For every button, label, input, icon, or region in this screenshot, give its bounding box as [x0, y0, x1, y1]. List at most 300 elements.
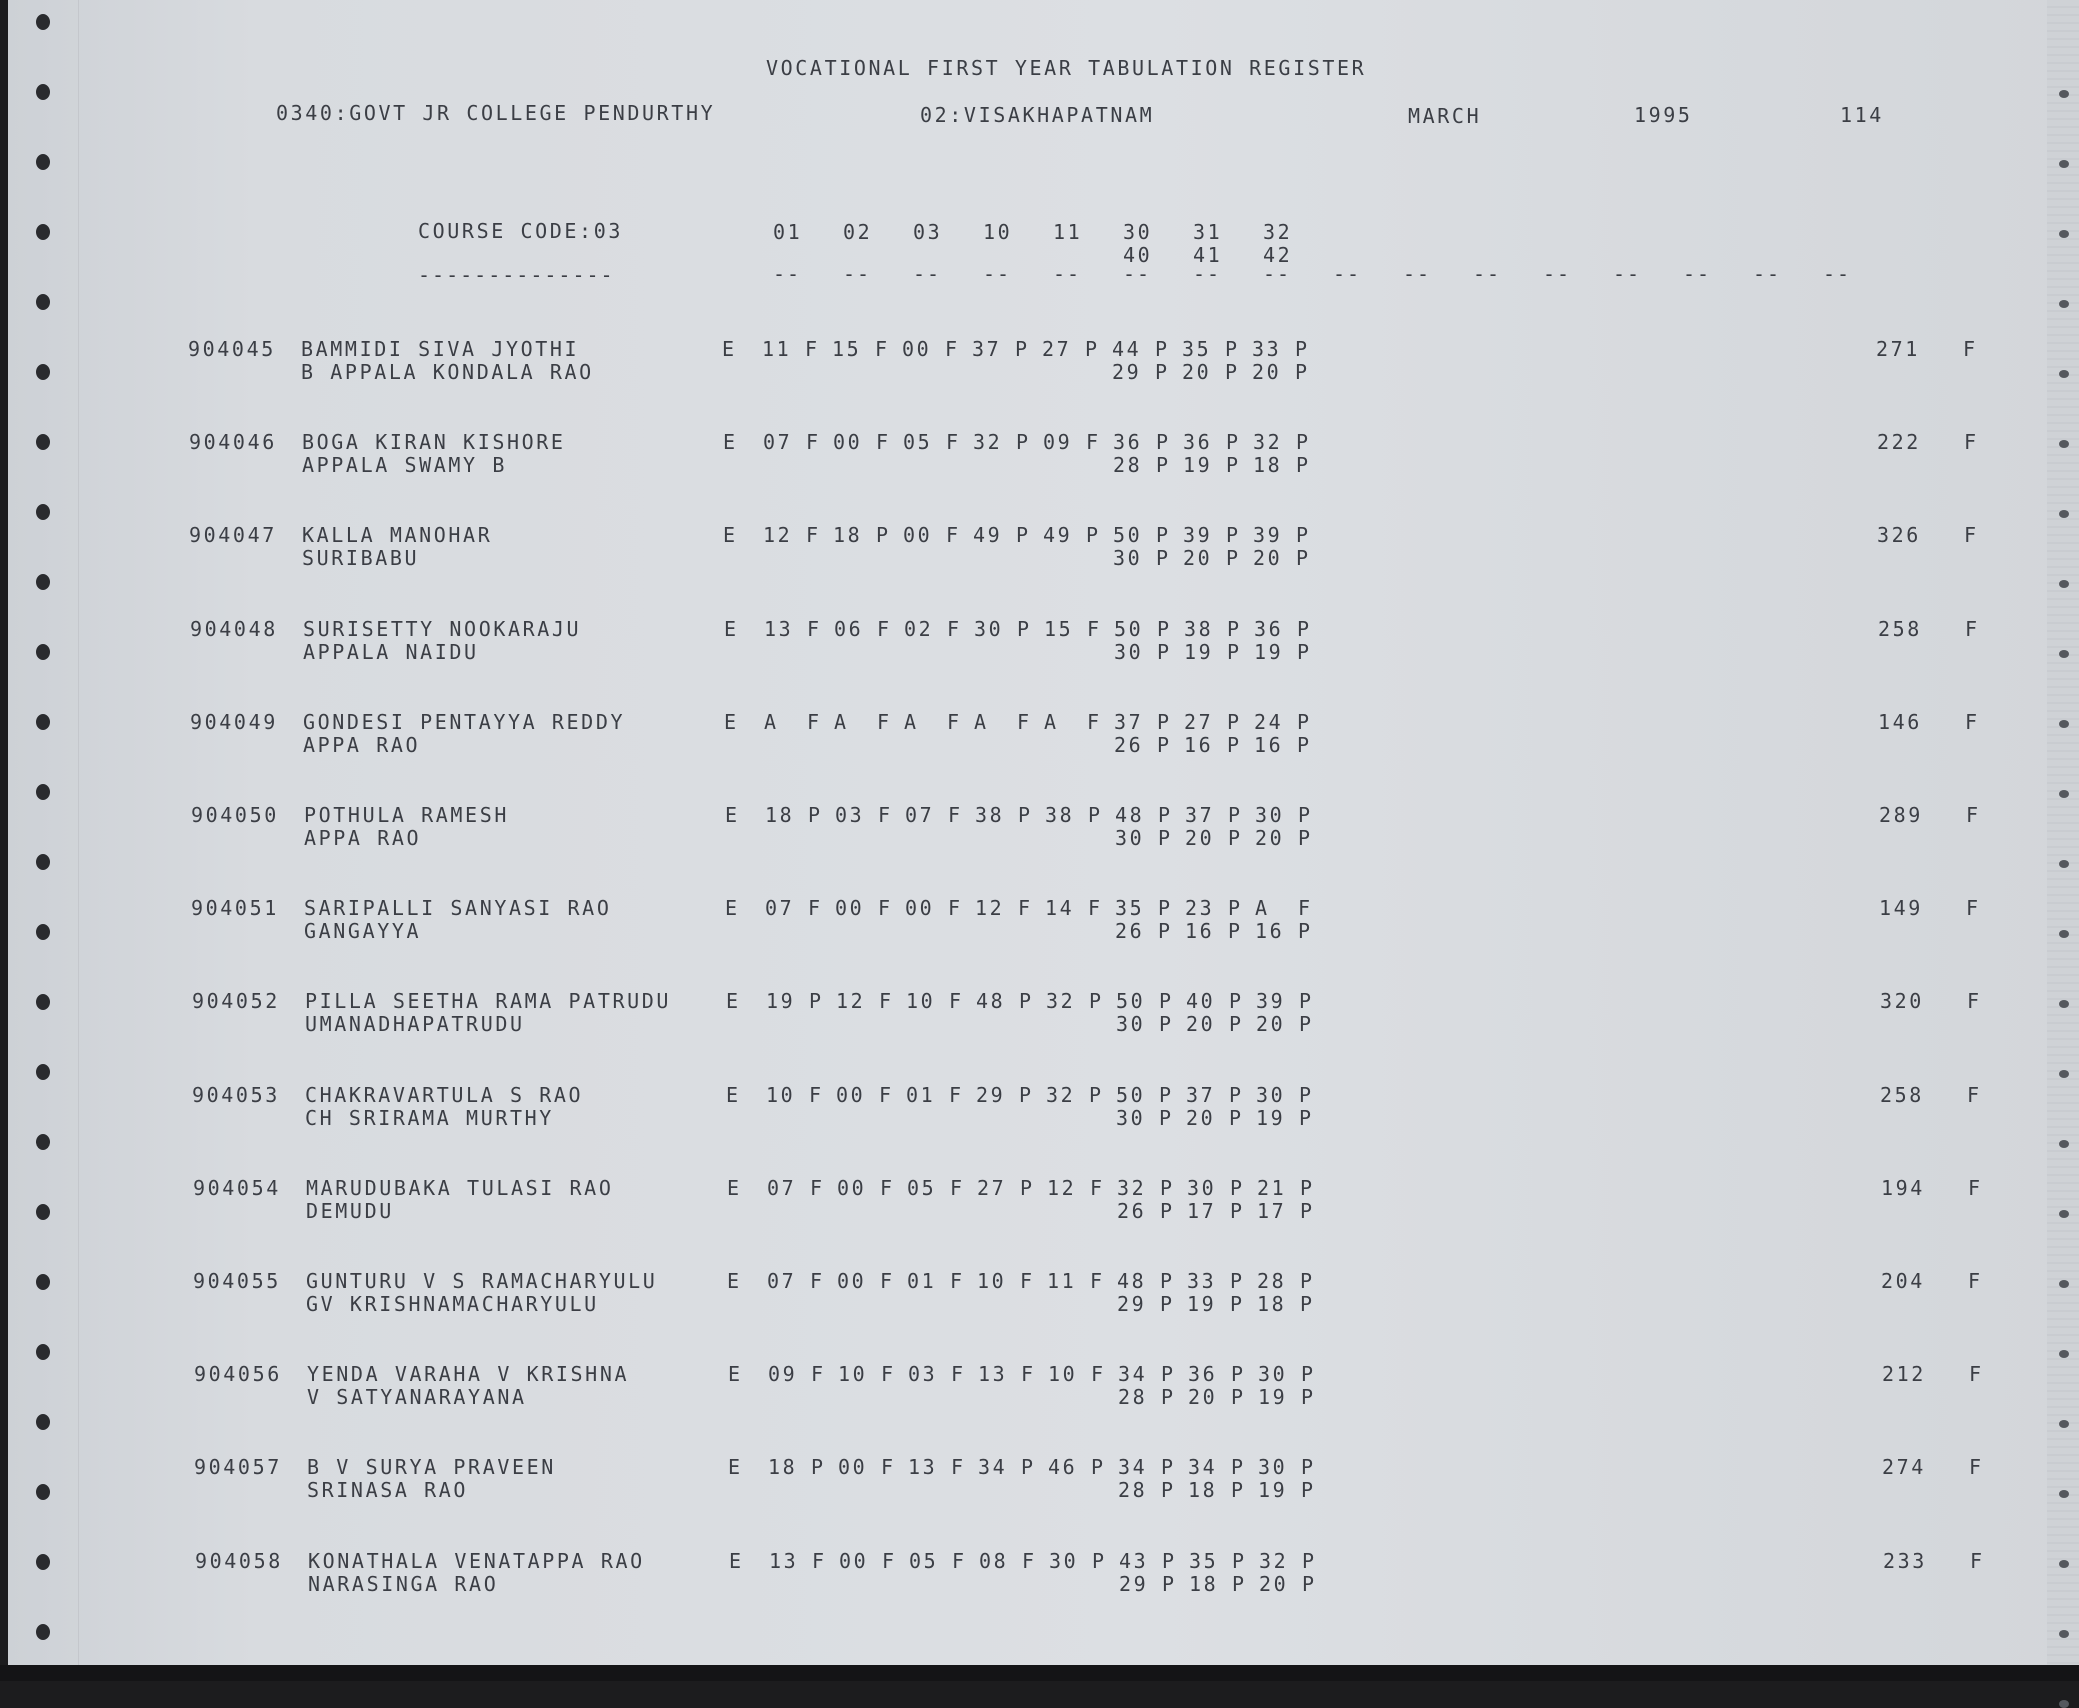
- student-name: SURISETTY NOOKARAJU: [303, 617, 582, 641]
- subject-result: F: [1087, 617, 1102, 641]
- subject-mark: 36: [1188, 1362, 1218, 1386]
- subject-mark-secondary: 30: [1113, 546, 1143, 570]
- subject-result: P: [1159, 1083, 1174, 1107]
- subject-result: F: [810, 1269, 825, 1293]
- subject-result: P: [808, 803, 823, 827]
- student-record: [8, 617, 2008, 665]
- subject-mark: 27: [1042, 337, 1072, 361]
- final-result: F: [1966, 803, 1981, 827]
- subject-result-secondary: P: [1161, 1478, 1176, 1502]
- subject-mark: 27: [1184, 710, 1214, 734]
- subject-mark: 36: [1183, 430, 1213, 454]
- subject-result: P: [1301, 1455, 1316, 1479]
- subject-mark: 24: [1254, 710, 1284, 734]
- subject-result-secondary: P: [1226, 453, 1241, 477]
- subject-mark: 37: [1114, 710, 1144, 734]
- exam-flag: E: [724, 617, 739, 641]
- exam-flag: E: [723, 430, 738, 454]
- subject-result: F: [809, 1083, 824, 1107]
- subject-code: 01: [773, 220, 803, 244]
- father-name: V SATYANARAYANA: [307, 1385, 527, 1409]
- column-dash: --: [1683, 262, 1712, 286]
- final-result: F: [1969, 1362, 1984, 1386]
- subject-mark: 30: [1049, 1549, 1079, 1573]
- column-dash: --: [1753, 262, 1782, 286]
- subject-result: P: [1299, 1083, 1314, 1107]
- subject-mark: 07: [765, 896, 795, 920]
- bottom-edge: [0, 1665, 2079, 1681]
- father-name: SRINASA RAO: [307, 1478, 469, 1502]
- subject-result: P: [1227, 617, 1242, 641]
- subject-result: F: [807, 710, 822, 734]
- register-number: 904058: [195, 1549, 283, 1573]
- punch-hole: [2059, 1560, 2069, 1568]
- subject-result: P: [1161, 1455, 1176, 1479]
- subject-result: F: [805, 337, 820, 361]
- subject-mark: 30: [1258, 1455, 1288, 1479]
- subject-result: P: [1018, 803, 1033, 827]
- subject-result: P: [1021, 1455, 1036, 1479]
- subject-result: F: [882, 1549, 897, 1573]
- punch-hole: [2059, 1490, 2069, 1498]
- subject-result: P: [1016, 523, 1031, 547]
- column-dash: --: [1823, 262, 1852, 286]
- subject-mark: 21: [1257, 1176, 1287, 1200]
- subject-result: F: [1086, 430, 1101, 454]
- student-name: KONATHALA VENATAPPA RAO: [308, 1549, 645, 1573]
- punch-hole: [36, 574, 50, 590]
- subject-result: F: [1090, 1176, 1105, 1200]
- subject-result-secondary: P: [1295, 360, 1310, 384]
- subject-result: F: [810, 1176, 825, 1200]
- register-number: 904045: [188, 337, 276, 361]
- subject-result: P: [1227, 710, 1242, 734]
- subject-mark: 03: [908, 1362, 938, 1386]
- subject-result: F: [806, 523, 821, 547]
- final-result: F: [1964, 430, 1979, 454]
- subject-mark: 34: [978, 1455, 1008, 1479]
- total-marks: 326: [1877, 523, 1921, 547]
- subject-result-secondary: P: [1227, 640, 1242, 664]
- subject-mark: 09: [1043, 430, 1073, 454]
- student-name: GONDESI PENTAYYA REDDY: [303, 710, 626, 734]
- subject-mark-secondary: 20: [1188, 1385, 1218, 1409]
- subject-mark-secondary: 16: [1184, 733, 1214, 757]
- subject-mark: 15: [1044, 617, 1074, 641]
- subject-code: 31: [1193, 220, 1223, 244]
- subject-result: F: [878, 803, 893, 827]
- subject-result-secondary: P: [1230, 1199, 1245, 1223]
- exam-year: 1995: [1634, 103, 1693, 127]
- subject-mark: A: [904, 710, 919, 734]
- subject-result-secondary: P: [1302, 1572, 1317, 1596]
- subject-mark: 10: [1048, 1362, 1078, 1386]
- subject-mark-secondary: 20: [1185, 826, 1215, 850]
- final-result: F: [1965, 617, 1980, 641]
- subject-mark: 48: [976, 989, 1006, 1013]
- subject-mark-secondary: 17: [1257, 1199, 1287, 1223]
- student-record: [8, 1549, 2008, 1597]
- subject-result: P: [1015, 337, 1030, 361]
- subject-result-secondary: P: [1161, 1385, 1176, 1409]
- subject-mark: 32: [1253, 430, 1283, 454]
- punch-hole: [36, 1064, 50, 1080]
- subject-result: P: [1296, 523, 1311, 547]
- punch-hole: [2059, 440, 2069, 448]
- student-name: YENDA VARAHA V KRISHNA: [307, 1362, 630, 1386]
- subject-result: F: [1088, 896, 1103, 920]
- register-number: 904048: [190, 617, 278, 641]
- subject-mark: 01: [907, 1269, 937, 1293]
- exam-flag: E: [722, 337, 737, 361]
- subject-mark: 03: [835, 803, 865, 827]
- subject-result-secondary: P: [1297, 733, 1312, 757]
- exam-flag: E: [724, 710, 739, 734]
- subject-mark-secondary: 26: [1115, 919, 1145, 943]
- subject-mark: 37: [1185, 803, 1215, 827]
- subject-result: F: [948, 803, 963, 827]
- subject-mark-secondary: 18: [1188, 1478, 1218, 1502]
- subject-result: F: [878, 896, 893, 920]
- subject-mark: 11: [762, 337, 792, 361]
- subject-result-secondary: P: [1226, 546, 1241, 570]
- subject-result: P: [1016, 430, 1031, 454]
- punch-hole: [2059, 1420, 2069, 1428]
- total-marks: 258: [1880, 1083, 1924, 1107]
- subject-mark-secondary: 29: [1117, 1292, 1147, 1316]
- subject-result: P: [1299, 989, 1314, 1013]
- subject-mark-secondary: 19: [1184, 640, 1214, 664]
- student-record: [8, 1176, 2008, 1224]
- subject-mark-secondary: 26: [1114, 733, 1144, 757]
- subject-mark-secondary: 19: [1187, 1292, 1217, 1316]
- subject-result-secondary: P: [1229, 1012, 1244, 1036]
- subject-mark: 50: [1116, 1083, 1146, 1107]
- subject-mark: 39: [1253, 523, 1283, 547]
- father-name: APPALA NAIDU: [303, 640, 479, 664]
- punch-hole: [2059, 230, 2069, 238]
- total-marks: 274: [1882, 1455, 1926, 1479]
- final-result: F: [1967, 1083, 1982, 1107]
- student-record: [8, 1455, 2008, 1503]
- subject-mark: 40: [1186, 989, 1216, 1013]
- subject-mark-secondary: 16: [1255, 919, 1285, 943]
- subject-result: P: [1092, 1549, 1107, 1573]
- student-record: [8, 337, 2008, 385]
- subject-mark: 00: [836, 1083, 866, 1107]
- subject-mark: 05: [909, 1549, 939, 1573]
- student-name: CHAKRAVARTULA S RAO: [305, 1083, 584, 1107]
- father-name: CH SRIRAMA MURTHY: [305, 1106, 554, 1130]
- student-name: MARUDUBAKA TULASI RAO: [306, 1176, 614, 1200]
- subject-result: P: [1157, 617, 1172, 641]
- subject-result: P: [1088, 803, 1103, 827]
- father-name: NARASINGA RAO: [308, 1572, 499, 1596]
- total-marks: 271: [1876, 337, 1920, 361]
- subject-result: P: [1230, 1176, 1245, 1200]
- subject-mark-secondary: 20: [1259, 1572, 1289, 1596]
- subject-mark-secondary: 20: [1253, 546, 1283, 570]
- subject-result: P: [1231, 1455, 1246, 1479]
- punch-hole: [2059, 860, 2069, 868]
- subject-result: P: [1017, 617, 1032, 641]
- subject-mark: 39: [1183, 523, 1213, 547]
- punch-hole: [36, 14, 50, 30]
- subject-mark: 48: [1117, 1269, 1147, 1293]
- subject-result: P: [809, 989, 824, 1013]
- subject-result-secondary: P: [1301, 1385, 1316, 1409]
- column-dash: --: [1543, 262, 1572, 286]
- subject-result: F: [946, 430, 961, 454]
- subject-mark: 50: [1113, 523, 1143, 547]
- subject-mark: 13: [978, 1362, 1008, 1386]
- punch-hole: [2059, 1000, 2069, 1008]
- subject-result-secondary: P: [1300, 1199, 1315, 1223]
- father-name: UMANADHAPATRUDU: [305, 1012, 525, 1036]
- subject-result: F: [806, 430, 821, 454]
- student-record: [8, 710, 2008, 758]
- subject-result-secondary: P: [1159, 1106, 1174, 1130]
- subject-result-secondary: P: [1156, 546, 1171, 570]
- subject-result-secondary: P: [1229, 1106, 1244, 1130]
- subject-mark: 13: [764, 617, 794, 641]
- subject-mark: 34: [1118, 1455, 1148, 1479]
- subject-code-secondary: 41: [1193, 243, 1223, 267]
- subject-mark: 06: [834, 617, 864, 641]
- subject-mark: 37: [972, 337, 1002, 361]
- subject-mark-secondary: 19: [1254, 640, 1284, 664]
- student-name: BOGA KIRAN KISHORE: [302, 430, 566, 454]
- subject-mark-secondary: 20: [1256, 1012, 1286, 1036]
- subject-result: P: [811, 1455, 826, 1479]
- subject-mark: 49: [1043, 523, 1073, 547]
- subject-mark: 00: [835, 896, 865, 920]
- punch-hole: [2059, 1630, 2069, 1638]
- father-name: SURIBABU: [302, 546, 420, 570]
- subject-mark: 30: [1256, 1083, 1286, 1107]
- subject-result-secondary: P: [1162, 1572, 1177, 1596]
- subject-result: P: [1160, 1176, 1175, 1200]
- subject-result: F: [951, 1455, 966, 1479]
- subject-result: P: [1159, 989, 1174, 1013]
- subject-result: P: [1089, 989, 1104, 1013]
- subject-mark: 12: [1047, 1176, 1077, 1200]
- subject-result: P: [1226, 523, 1241, 547]
- father-name: APPA RAO: [303, 733, 421, 757]
- subject-mark: 33: [1252, 337, 1282, 361]
- subject-result-secondary: P: [1158, 919, 1173, 943]
- father-name: B APPALA KONDALA RAO: [301, 360, 594, 384]
- subject-result-secondary: P: [1160, 1292, 1175, 1316]
- subject-mark: 00: [839, 1549, 869, 1573]
- register-number: 904051: [191, 896, 279, 920]
- total-marks: 289: [1879, 803, 1923, 827]
- subject-result-secondary: P: [1301, 1478, 1316, 1502]
- register-number: 904046: [189, 430, 277, 454]
- total-marks: 233: [1883, 1549, 1927, 1573]
- student-record: [8, 523, 2008, 571]
- exam-flag: E: [729, 1549, 744, 1573]
- subject-mark: 35: [1182, 337, 1212, 361]
- exam-flag: E: [726, 1083, 741, 1107]
- subject-code: 10: [983, 220, 1013, 244]
- student-record: [8, 1269, 2008, 1317]
- subject-code: 32: [1263, 220, 1293, 244]
- subject-mark: 30: [974, 617, 1004, 641]
- subject-result: F: [1020, 1269, 1035, 1293]
- student-record: [8, 430, 2008, 478]
- subject-result: P: [1085, 337, 1100, 361]
- register-number: 904047: [189, 523, 277, 547]
- subject-mark: 00: [902, 337, 932, 361]
- subject-mark-secondary: 30: [1114, 640, 1144, 664]
- subject-mark: 13: [908, 1455, 938, 1479]
- subject-result: P: [1295, 337, 1310, 361]
- subject-result: F: [877, 617, 892, 641]
- subject-mark-secondary: 30: [1116, 1106, 1146, 1130]
- register-number: 904057: [194, 1455, 282, 1479]
- course-code: COURSE CODE:03: [418, 219, 623, 243]
- subject-mark-secondary: 20: [1186, 1012, 1216, 1036]
- subject-mark: 05: [903, 430, 933, 454]
- subject-result-secondary: P: [1296, 453, 1311, 477]
- column-dash: --: [843, 262, 872, 286]
- subject-result: F: [1091, 1362, 1106, 1386]
- register-number: 904056: [194, 1362, 282, 1386]
- subject-mark: A: [834, 710, 849, 734]
- subject-result: P: [1158, 896, 1173, 920]
- subject-mark: 30: [1258, 1362, 1288, 1386]
- column-dash: --: [1473, 262, 1502, 286]
- punch-hole: [36, 1344, 50, 1360]
- column-dash: --: [1403, 262, 1432, 286]
- subject-code-secondary: 42: [1263, 243, 1293, 267]
- subject-result: F: [808, 896, 823, 920]
- student-record: [8, 989, 2008, 1037]
- final-result: F: [1968, 1269, 1983, 1293]
- subject-mark: 00: [833, 430, 863, 454]
- subject-result: F: [1018, 896, 1033, 920]
- subject-result: P: [1020, 1176, 1035, 1200]
- total-marks: 149: [1879, 896, 1923, 920]
- subject-result-secondary: P: [1230, 1292, 1245, 1316]
- subject-result: P: [1229, 1083, 1244, 1107]
- subject-mark: A: [1255, 896, 1270, 920]
- subject-mark: 49: [973, 523, 1003, 547]
- subject-result-secondary: P: [1160, 1199, 1175, 1223]
- final-result: F: [1969, 1455, 1984, 1479]
- subject-mark: 38: [975, 803, 1005, 827]
- subject-result: P: [1086, 523, 1101, 547]
- exam-flag: E: [723, 523, 738, 547]
- subject-mark: 18: [768, 1455, 798, 1479]
- subject-mark: 39: [1256, 989, 1286, 1013]
- subject-mark: A: [974, 710, 989, 734]
- subject-mark-secondary: 19: [1256, 1106, 1286, 1130]
- subject-result: F: [880, 1176, 895, 1200]
- subject-mark: 12: [836, 989, 866, 1013]
- punch-hole: [2059, 510, 2069, 518]
- subject-result: F: [875, 337, 890, 361]
- subject-mark: 14: [1045, 896, 1075, 920]
- subject-mark: 35: [1115, 896, 1145, 920]
- father-name: GV KRISHNAMACHARYULU: [306, 1292, 599, 1316]
- subject-result-secondary: P: [1156, 453, 1171, 477]
- subject-result: F: [947, 617, 962, 641]
- subject-mark: 12: [975, 896, 1005, 920]
- punch-hole: [36, 154, 50, 170]
- subject-mark: 32: [1259, 1549, 1289, 1573]
- subject-result-secondary: P: [1232, 1572, 1247, 1596]
- subject-result: F: [949, 989, 964, 1013]
- column-dash: --: [1193, 262, 1222, 286]
- punch-hole: [2059, 650, 2069, 658]
- punch-hole: [2059, 1280, 2069, 1288]
- subject-mark: A: [1044, 710, 1059, 734]
- father-name: DEMUDU: [306, 1199, 394, 1223]
- register-number: 904049: [190, 710, 278, 734]
- final-result: F: [1967, 989, 1982, 1013]
- subject-result: F: [879, 989, 894, 1013]
- tractor-feed-strip-right: [2047, 0, 2079, 1665]
- subject-mark: 10: [977, 1269, 1007, 1293]
- column-dash: --: [1263, 262, 1292, 286]
- subject-result: F: [1017, 710, 1032, 734]
- subject-mark: 00: [837, 1269, 867, 1293]
- subject-result: P: [1019, 989, 1034, 1013]
- punch-hole: [36, 294, 50, 310]
- register-number: 904054: [193, 1176, 281, 1200]
- subject-mark: 33: [1187, 1269, 1217, 1293]
- punch-hole: [36, 504, 50, 520]
- subject-mark: 30: [1255, 803, 1285, 827]
- subject-result-secondary: P: [1299, 1012, 1314, 1036]
- subject-mark: 30: [1187, 1176, 1217, 1200]
- subject-code: 03: [913, 220, 943, 244]
- subject-result: F: [811, 1362, 826, 1386]
- page-number: 114: [1840, 103, 1884, 127]
- subject-result-secondary: P: [1159, 1012, 1174, 1036]
- subject-mark-secondary: 29: [1112, 360, 1142, 384]
- student-record: [8, 1083, 2008, 1131]
- subject-mark-secondary: 28: [1118, 1478, 1148, 1502]
- subject-result: F: [945, 337, 960, 361]
- student-record: [8, 1362, 2008, 1410]
- subject-mark: 27: [977, 1176, 1007, 1200]
- subject-mark: 28: [1257, 1269, 1287, 1293]
- subject-result-secondary: P: [1296, 546, 1311, 570]
- subject-code: 02: [843, 220, 873, 244]
- subject-mark: 10: [838, 1362, 868, 1386]
- subject-result: F: [950, 1269, 965, 1293]
- subject-result: P: [1161, 1362, 1176, 1386]
- subject-mark: 00: [903, 523, 933, 547]
- punch-hole: [2059, 300, 2069, 308]
- subject-mark-secondary: 19: [1183, 453, 1213, 477]
- exam-flag: E: [728, 1455, 743, 1479]
- subject-result-secondary: P: [1225, 360, 1240, 384]
- subject-result: P: [1232, 1549, 1247, 1573]
- subject-mark-secondary: 28: [1113, 453, 1143, 477]
- subject-result-secondary: P: [1300, 1292, 1315, 1316]
- final-result: F: [1964, 523, 1979, 547]
- subject-code: 30: [1123, 220, 1153, 244]
- punch-hole: [36, 84, 50, 100]
- subject-mark: 50: [1116, 989, 1146, 1013]
- subject-result-secondary: P: [1157, 640, 1172, 664]
- subject-mark-secondary: 20: [1186, 1106, 1216, 1130]
- subject-result: F: [1021, 1362, 1036, 1386]
